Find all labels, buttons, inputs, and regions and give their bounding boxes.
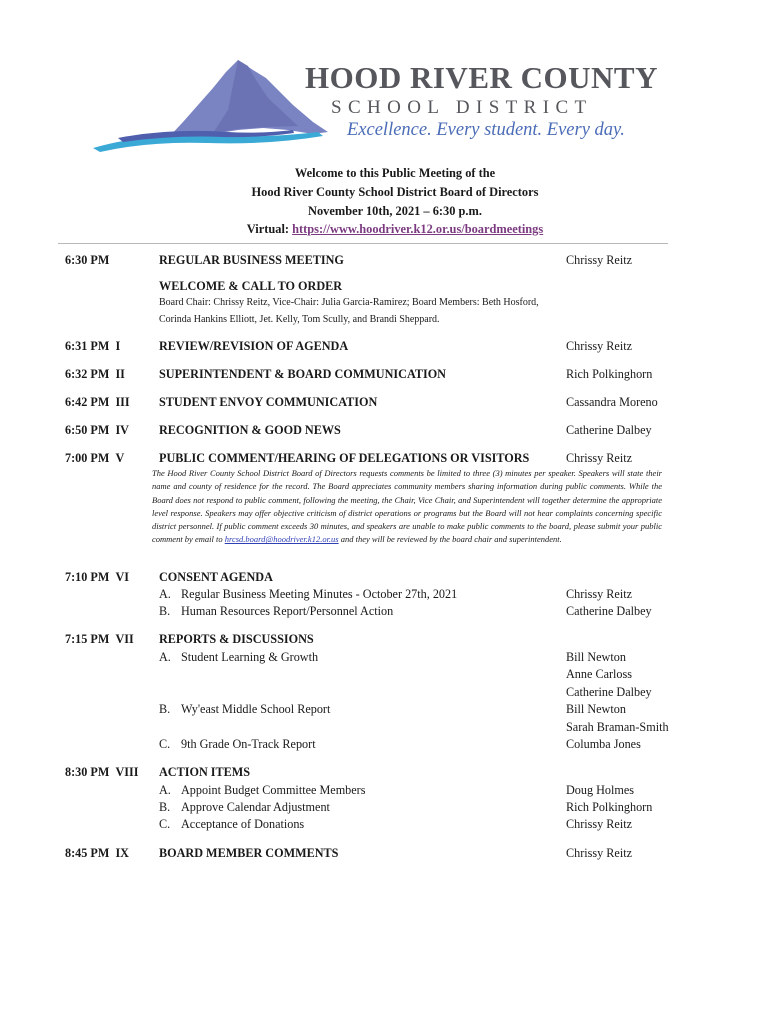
item-presenter: Chrissy Reitz xyxy=(566,339,633,353)
board-meetings-link[interactable]: https://www.hoodriver.k12.or.us/boardmeetings xyxy=(292,222,544,236)
district-name: HOOD RIVER COUNTY xyxy=(305,60,658,95)
sub-item: B. Approve Calendar Adjustment xyxy=(159,800,330,814)
item-time: 8:30 PM VIII xyxy=(65,765,139,779)
item-title: BOARD MEMBER COMMENTS xyxy=(159,846,339,860)
sub-item-presenter: Catherine Dalbey xyxy=(566,685,652,699)
item-time: 7:15 PM VII xyxy=(65,632,134,646)
board-members-line-2: Corinda Hankins Elliott, Jet. Kelly, Tom Scully, and Brandi Sheppard. xyxy=(159,314,440,325)
sub-item-presenter: Sarah Braman-Smith xyxy=(566,720,669,734)
sub-item-presenter: Anne Carloss xyxy=(566,667,633,681)
item-title: RECOGNITION & GOOD NEWS xyxy=(159,423,341,437)
sub-item: A. Regular Business Meeting Minutes - October 27th, 2021 xyxy=(159,587,458,601)
sub-item-presenter: Bill Newton xyxy=(566,650,626,664)
item-title: STUDENT ENVOY COMMUNICATION xyxy=(159,395,378,409)
item-time: 6:42 PM III xyxy=(65,395,130,409)
regular-time: 6:30 PM xyxy=(65,253,110,267)
divider xyxy=(58,243,668,244)
item-time: 6:32 PM II xyxy=(65,367,125,381)
sub-item-presenter: Chrissy Reitz xyxy=(566,817,633,831)
sub-item: C. 9th Grade On-Track Report xyxy=(159,737,316,751)
sub-item: C. Acceptance of Donations xyxy=(159,817,305,831)
public-comment-policy: The Hood River County School District Board of Directors requests comments be limited to three (3) minutes per speaker. Speakers will state their name and county of residence for the record. The Board appreciates community members sharing information during public comments. While the Board does not respond to public comment, following the meeting, the Chair, Vice Chair, and Superintendent will together determine the appropriate level response. Speakers may offer objective criticism of district operations or programs but the Board will not hear complaints concerning specific district personnel. If public comment exceeds 30 minutes, and speakers are unable to make public comments to the board, please submit your public comment by email to hrcsd.board@hoodriver.k12.or.us and they will be reviewed by the board chair and superintendent. xyxy=(152,468,663,545)
item-title: CONSENT AGENDA xyxy=(159,570,273,584)
board-email-link[interactable]: hrcsd.board@hoodriver.k12.or.us xyxy=(224,534,339,545)
board-line: Hood River County School District Board of Directors xyxy=(251,185,539,199)
item-title: ACTION ITEMS xyxy=(159,765,251,779)
date-line: November 10th, 2021 – 6:30 p.m. xyxy=(308,204,482,218)
item-title: SUPERINTENDENT & BOARD COMMUNICATION xyxy=(159,367,446,381)
item-time: 7:00 PM V xyxy=(65,451,125,465)
welcome-title: WELCOME & CALL TO ORDER xyxy=(159,279,343,293)
item-title: PUBLIC COMMENT/HEARING OF DELEGATIONS OR VISITORS xyxy=(159,451,530,465)
item-presenter: Rich Polkinghorn xyxy=(566,367,653,381)
sub-item-presenter: Chrissy Reitz xyxy=(566,587,633,601)
regular-title: REGULAR BUSINESS MEETING xyxy=(159,253,344,267)
item-presenter: Chrissy Reitz xyxy=(566,451,633,465)
sub-item: A. Appoint Budget Committee Members xyxy=(159,783,366,797)
sub-item: B. Wy'east Middle School Report xyxy=(159,702,331,716)
item-time: 6:31 PM I xyxy=(65,339,121,353)
sub-item: B. Human Resources Report/Personnel Action xyxy=(159,604,394,618)
sub-item-presenter: Doug Holmes xyxy=(566,783,635,797)
sub-item: A. Student Learning & Growth xyxy=(159,650,319,664)
item-time: 6:50 PM IV xyxy=(65,423,129,437)
item-title: REVIEW/REVISION OF AGENDA xyxy=(159,339,349,353)
district-tagline: Excellence. Every student. Every day. xyxy=(347,120,625,140)
item-time: 8:45 PM IX xyxy=(65,846,129,860)
item-presenter: Chrissy Reitz xyxy=(566,846,633,860)
regular-presenter: Chrissy Reitz xyxy=(566,253,633,267)
sub-item-presenter: Catherine Dalbey xyxy=(566,604,652,618)
item-presenter: Cassandra Moreno xyxy=(566,395,658,409)
item-presenter: Catherine Dalbey xyxy=(566,423,652,437)
sub-item-presenter: Columba Jones xyxy=(566,737,641,751)
sub-item-presenter: Bill Newton xyxy=(566,702,626,716)
district-subtitle: SCHOOL DISTRICT xyxy=(331,97,593,118)
item-title: REPORTS & DISCUSSIONS xyxy=(159,632,314,646)
board-members-line-1: Board Chair: Chrissy Reitz, Vice-Chair: Julia Garcia-Ramirez; Board Members: Beth Hosford, xyxy=(159,297,539,308)
item-time: 7:10 PM VI xyxy=(65,570,129,584)
sub-item-presenter: Rich Polkinghorn xyxy=(566,800,653,814)
virtual-line xyxy=(0,222,770,237)
virtual-label: Virtual: xyxy=(246,222,290,236)
welcome-line: Welcome to this Public Meeting of the xyxy=(294,166,496,180)
